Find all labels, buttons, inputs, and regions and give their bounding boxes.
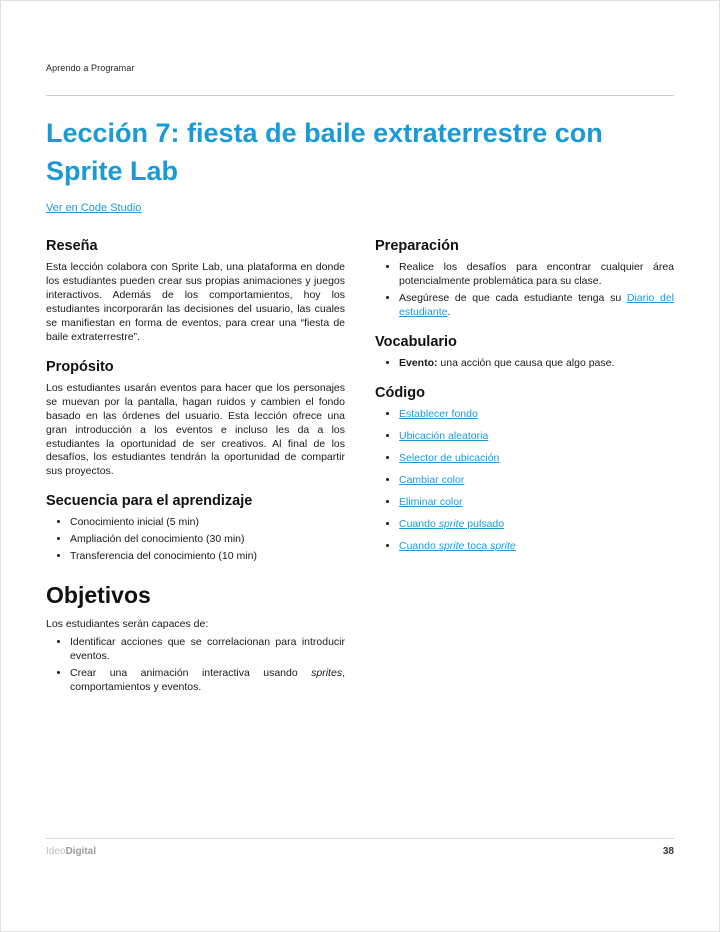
objetivos-intro: Los estudiantes serán capaces de:	[46, 618, 209, 631]
vocabulario-heading: Vocabulario	[375, 333, 457, 350]
footer-brand-light: Ideo	[46, 846, 66, 857]
list-item-text: Asegúrese de que cada estudiante tenga su	[399, 291, 627, 304]
link-text: toca	[464, 539, 491, 552]
right-column	[375, 224, 674, 698]
proposito-heading: Propósito	[46, 358, 114, 375]
vocab-definition: una acción que causa que algo pase.	[437, 356, 615, 369]
secuencia-list	[46, 516, 345, 564]
footer-brand	[46, 846, 96, 857]
section-secuencia	[46, 493, 345, 564]
code-link-ubicacion-aleatoria[interactable]: Ubicación aleatoria	[399, 429, 489, 442]
secuencia-heading: Secuencia para el aprendizaje	[46, 493, 253, 510]
list-item-text: .	[447, 305, 451, 318]
code-link-item	[399, 474, 674, 486]
list-item-text: Crear una animación interactiva usando	[70, 667, 312, 680]
list-item-text: , comportamientos y eventos.	[70, 667, 345, 694]
code-link-cuando-sprite-toca-sprite[interactable]	[399, 540, 516, 552]
codigo-list	[375, 408, 674, 552]
list-item	[70, 667, 345, 695]
code-link-cambiar-color[interactable]: Cambiar color	[399, 473, 465, 486]
preparacion-heading: Preparación	[375, 238, 459, 254]
code-link-cuando-sprite-pulsado[interactable]	[399, 518, 504, 530]
section-objetivos	[46, 582, 345, 695]
section-resena	[46, 238, 345, 345]
italic-term: sprites	[311, 667, 343, 680]
section-proposito	[46, 359, 345, 480]
resena-heading: Reseña	[46, 238, 98, 254]
section-preparacion	[375, 238, 674, 320]
code-link-item	[399, 540, 674, 552]
code-link-item	[399, 430, 674, 442]
proposito-body: Los estudiantes usarán eventos para hacer que los personajes se muevan por la pantalla, hagan ruidos y cambien el fondo basado en las órdenes del usuario. Esta lección ofrece una gran introducción a los eventos e incluso les da a los estudiantes la oportunidad de ser creativos. Al final de los desafíos, los estudiantes tendrán la oportunidad de compartir sus proyectos.	[46, 381, 345, 478]
list-item	[399, 357, 674, 371]
link-text: Cuando	[399, 539, 439, 552]
diario-estudiante-link[interactable]: Diario del estudiante	[399, 291, 675, 318]
italic-term: sprite	[438, 539, 465, 552]
codigo-heading: Código	[375, 384, 425, 401]
code-link-item	[399, 518, 674, 530]
vocab-term: Evento:	[399, 356, 438, 369]
two-column-layout	[46, 224, 674, 698]
page-number: 38	[662, 846, 674, 857]
vocabulario-list	[375, 357, 674, 371]
preparacion-list	[375, 261, 674, 320]
doc-footer	[46, 838, 674, 857]
italic-term: sprite	[490, 539, 516, 552]
section-vocabulario	[375, 334, 674, 371]
objetivos-list	[46, 636, 345, 695]
code-link-item	[399, 408, 674, 420]
header-app-title: Aprendo a Programar	[46, 63, 135, 73]
code-link-selector-de-ubicacion[interactable]: Selector de ubicación	[399, 451, 500, 464]
link-text: pulsado	[464, 517, 505, 530]
resena-body: Esta lección colabora con Sprite Lab, una plataforma en donde los estudiantes pueden crear sus propias animaciones y juegos interactivos. Además de los comportamientos, hoy los estudiantes incorporarán las decisiones del usuario, las cuales se manifiestan en forma de eventos, para crear una “fiesta de baile extraterrestre”.	[46, 261, 345, 343]
code-link-item	[399, 496, 674, 508]
link-text: Cuando	[399, 517, 439, 530]
objetivos-heading: Objetivos	[46, 582, 151, 609]
doc-header	[46, 1, 674, 73]
list-item: • Ampliación del conocimiento (30 min)	[70, 533, 345, 547]
code-studio-link[interactable]: Ver en Code Studio	[46, 202, 142, 214]
page-title: Lección 7: fiesta de baile extraterrestre con Sprite Lab	[46, 118, 603, 186]
list-item: • Transferencia del conocimiento (10 min)	[70, 550, 345, 564]
code-link-eliminar-color[interactable]: Eliminar color	[399, 495, 463, 508]
list-item: • Conocimiento inicial (5 min)	[70, 516, 345, 530]
list-item: • Identificar acciones que se correlacionan para introducir eventos.	[70, 636, 345, 664]
code-link-establecer-fondo[interactable]: Establecer fondo	[399, 407, 478, 420]
code-link-item	[399, 452, 674, 464]
list-item	[399, 292, 674, 320]
section-codigo	[375, 385, 674, 552]
italic-term: sprite	[438, 517, 465, 530]
footer-brand-bold: Digital	[65, 846, 97, 857]
header-divider	[46, 95, 674, 96]
list-item: • Realice los desafíos para encontrar cualquier área potencialmente problemática para su clase.	[399, 261, 674, 289]
left-column	[46, 224, 345, 698]
